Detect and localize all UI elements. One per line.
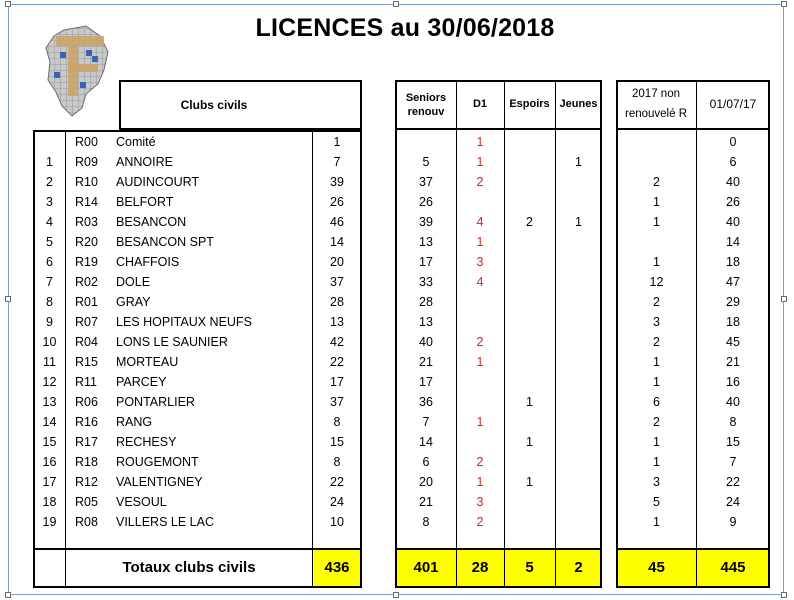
cell-lic: 26 [330, 195, 344, 209]
totals-seniors: 401 [413, 559, 439, 576]
cell-lic: 28 [330, 295, 344, 309]
cell-nonrenouv: 1 [653, 435, 660, 449]
cell-name: VALENTIGNEY [116, 475, 203, 489]
resize-handle-top-center[interactable] [393, 1, 399, 7]
cell-name: BELFORT [116, 195, 174, 209]
cell-seniors: 40 [419, 335, 433, 349]
cell-lic: 39 [330, 175, 344, 189]
cell-espoirs [504, 232, 555, 252]
cell-name: RECHESY [116, 435, 177, 449]
cell-name: Comité [116, 135, 156, 149]
totals-label: Totaux clubs civils [122, 559, 256, 576]
cell-lic: 13 [330, 315, 344, 329]
d1-header: D1 [472, 98, 488, 110]
cell-nonrenouv: 1 [653, 515, 660, 529]
cell-prev: 29 [726, 295, 740, 309]
cell-seniors: 17 [419, 255, 433, 269]
cell-lic: 24 [330, 495, 344, 509]
cell-num: 13 [42, 395, 57, 409]
cell-seniors: 21 [419, 495, 433, 509]
cell-d1: 1 [476, 415, 484, 429]
cell-jeunes: 1 [575, 155, 582, 169]
cell-num: 7 [46, 275, 53, 289]
cell-nonrenouv: 12 [649, 275, 664, 289]
cell-d1: 2 [476, 335, 484, 349]
cell-prev: 21 [726, 355, 740, 369]
cell-seniors: 14 [419, 435, 433, 449]
cell-d1: 2 [476, 515, 484, 529]
cell-code: R01 [75, 295, 98, 309]
cell-jeunes [555, 372, 602, 392]
cell-name: GRAY [116, 295, 151, 309]
cell-num: 16 [42, 455, 57, 469]
cell-espoirs [504, 452, 555, 472]
cell-d1: 1 [476, 475, 484, 489]
cell-name: BESANCON [116, 215, 187, 229]
cell-jeunes [555, 472, 602, 492]
cell-code: R05 [75, 495, 98, 509]
cell-code: R03 [75, 215, 98, 229]
cell-name: MORTEAU [116, 355, 179, 369]
clubs-header: Clubs civils [180, 98, 248, 112]
cell-prev: 40 [726, 215, 740, 229]
cell-name: VILLERS LE LAC [116, 515, 214, 529]
cell-d1 [456, 292, 504, 312]
cell-jeunes: 1 [575, 215, 582, 229]
cell-code: R14 [75, 195, 98, 209]
cell-espoirs [504, 292, 555, 312]
cell-lic: 10 [330, 515, 344, 529]
cell-jeunes [555, 292, 602, 312]
resize-handle-middle-right[interactable] [781, 296, 787, 302]
cell-lic: 37 [330, 275, 344, 289]
cell-num: 2 [46, 175, 53, 189]
cell-prev: 7 [729, 455, 737, 469]
cell-name: AUDINCOURT [116, 175, 200, 189]
non-renouv-header: 2017 non renouvelé R [624, 88, 687, 120]
cell-name: LES HOPITAUX NEUFS [116, 315, 252, 329]
cell-lic: 22 [330, 475, 344, 489]
cell-jeunes [555, 192, 602, 212]
cell-num: 11 [43, 355, 56, 369]
cell-prev: 16 [726, 375, 740, 389]
cell-prev: 6 [729, 155, 737, 169]
cell-prev: 45 [726, 335, 740, 349]
cell-jeunes [555, 492, 602, 512]
date-col-header: 01/07/17 [709, 97, 757, 111]
cell-espoirs: 2 [526, 215, 533, 229]
cell-jeunes [555, 252, 602, 272]
espoirs-header: Espoirs [509, 98, 550, 110]
cell-seniors: 13 [419, 315, 433, 329]
cell-prev: 47 [726, 275, 740, 289]
cell-num: 19 [42, 515, 57, 529]
cell-nonrenouv [617, 152, 696, 172]
cell-num: 4 [46, 215, 53, 229]
cell-lic: 1 [333, 135, 341, 149]
cell-code: R09 [75, 155, 98, 169]
cell-espoirs [504, 512, 555, 532]
cell-jeunes [555, 352, 602, 372]
cell-d1: 1 [476, 235, 484, 249]
seniors-header: Seniors renouv [405, 92, 447, 118]
cell-lic: 17 [330, 375, 344, 389]
cell-prev: 18 [726, 315, 740, 329]
cell-jeunes [555, 332, 602, 352]
cell-nonrenouv: 2 [653, 415, 660, 429]
cell-seniors: 39 [419, 215, 433, 229]
cell-jeunes [555, 452, 602, 472]
cell-name: PARCEY [116, 375, 167, 389]
cell-prev: 8 [729, 415, 737, 429]
cell-espoirs [504, 372, 555, 392]
cell-name: CHAFFOIS [116, 255, 180, 269]
cell-seniors: 7 [422, 415, 430, 429]
cell-nonrenouv: 2 [653, 175, 660, 189]
cell-code: R11 [75, 375, 98, 389]
cell-d1: 3 [476, 255, 484, 269]
cell-lic: 22 [330, 355, 344, 369]
cell-name: BESANCON SPT [116, 235, 214, 249]
cell-nonrenouv: 1 [653, 215, 660, 229]
cell-name: VESOUL [116, 495, 167, 509]
cell-num [34, 132, 65, 152]
cell-espoirs [504, 252, 555, 272]
cell-num: 14 [42, 415, 57, 429]
cell-code: R02 [75, 275, 98, 289]
cell-num: 9 [46, 315, 53, 329]
cell-d1: 2 [476, 175, 484, 189]
cell-code: R07 [75, 315, 98, 329]
cell-name: DOLE [116, 275, 151, 289]
totals-espoirs: 5 [525, 559, 534, 576]
cell-code: R10 [75, 175, 98, 189]
cell-prev: 40 [726, 175, 740, 189]
cell-nonrenouv: 2 [653, 335, 660, 349]
cell-name: ANNOIRE [116, 155, 173, 169]
cell-lic: 7 [333, 155, 341, 169]
cell-lic: 37 [330, 395, 344, 409]
cell-espoirs [504, 332, 555, 352]
totals-jeunes: 2 [574, 559, 583, 576]
cell-code: R19 [75, 255, 98, 269]
cell-nonrenouv: 3 [653, 315, 660, 329]
cell-name: RANG [116, 415, 153, 429]
cell-prev: 26 [726, 195, 740, 209]
region-map-logo-icon [42, 22, 112, 120]
cell-prev: 14 [726, 235, 740, 249]
totals-d1: 28 [471, 559, 489, 576]
resize-handle-bottom-center[interactable] [393, 592, 399, 598]
cell-espoirs [504, 192, 555, 212]
cell-num: 15 [42, 435, 57, 449]
cell-nonrenouv [617, 232, 696, 252]
cell-prev: 18 [726, 255, 740, 269]
cell-num: 5 [46, 235, 53, 249]
cell-jeunes [555, 392, 602, 412]
cell-lic: 15 [330, 435, 344, 449]
cell-seniors: 6 [422, 455, 430, 469]
cell-seniors: 37 [419, 175, 433, 189]
resize-handle-top-right[interactable] [781, 1, 787, 7]
cell-espoirs [504, 492, 555, 512]
cell-d1: 1 [476, 155, 484, 169]
cell-code: R18 [75, 455, 98, 469]
cell-code: R00 [75, 135, 98, 149]
cell-num: 8 [46, 295, 53, 309]
cell-lic: 8 [333, 415, 341, 429]
cell-code: R06 [75, 395, 98, 409]
cell-d1 [456, 312, 504, 332]
cell-espoirs: 1 [526, 395, 533, 409]
cell-nonrenouv: 1 [653, 375, 660, 389]
cell-nonrenouv [617, 132, 696, 152]
cell-seniors: 13 [419, 235, 433, 249]
cell-name: ROUGEMONT [116, 455, 199, 469]
cell-espoirs [504, 412, 555, 432]
cell-d1 [456, 192, 504, 212]
cell-espoirs [504, 312, 555, 332]
cell-seniors: 17 [419, 375, 433, 389]
cell-prev: 9 [729, 515, 737, 529]
resize-handle-middle-left[interactable] [5, 296, 11, 302]
cell-jeunes [555, 132, 602, 152]
cell-num: 18 [42, 495, 57, 509]
cell-code: R20 [75, 235, 98, 249]
cell-seniors: 8 [422, 515, 430, 529]
cell-lic: 20 [330, 255, 344, 269]
cell-d1 [456, 372, 504, 392]
cell-espoirs [504, 152, 555, 172]
totals-non-renouv: 45 [648, 559, 665, 576]
cell-seniors: 36 [419, 395, 433, 409]
cell-nonrenouv: 1 [653, 255, 660, 269]
totals-prev: 445 [720, 559, 746, 576]
cell-d1 [456, 432, 504, 452]
cell-nonrenouv: 1 [653, 195, 660, 209]
cell-lic: 46 [330, 215, 344, 229]
cell-num: 1 [46, 155, 53, 169]
cell-espoirs [504, 272, 555, 292]
cell-nonrenouv: 6 [653, 395, 660, 409]
cell-nonrenouv: 2 [653, 295, 660, 309]
cell-num: 12 [42, 375, 57, 389]
cell-prev: 15 [726, 435, 740, 449]
cell-code: R15 [75, 355, 98, 369]
cell-code: R17 [75, 435, 98, 449]
cell-code: R12 [75, 475, 98, 489]
cell-espoirs: 1 [526, 475, 533, 489]
cell-num: 6 [46, 255, 53, 269]
cell-d1: 4 [476, 215, 484, 229]
cell-code: R04 [75, 335, 98, 349]
cell-name: LONS LE SAUNIER [116, 335, 228, 349]
cell-seniors [396, 132, 456, 152]
cell-num: 3 [46, 195, 53, 209]
cell-name: PONTARLIER [116, 395, 195, 409]
cell-jeunes [555, 272, 602, 292]
cell-prev: 22 [726, 475, 740, 489]
cell-jeunes [555, 432, 602, 452]
cell-d1: 2 [476, 455, 484, 469]
cell-jeunes [555, 172, 602, 192]
cell-lic: 14 [330, 235, 344, 249]
cell-lic: 42 [330, 335, 344, 349]
cell-d1: 3 [476, 495, 484, 509]
cell-seniors: 33 [419, 275, 433, 289]
cell-nonrenouv: 5 [653, 495, 660, 509]
cell-seniors: 26 [419, 195, 433, 209]
resize-handle-top-left[interactable] [5, 1, 11, 7]
cell-d1: 1 [476, 135, 484, 149]
cell-d1: 1 [476, 355, 484, 369]
cell-num: 10 [42, 335, 57, 349]
cell-seniors: 21 [419, 355, 433, 369]
jeunes-header: Jeunes [559, 98, 598, 110]
cell-prev: 24 [726, 495, 740, 509]
cell-jeunes [555, 512, 602, 532]
cell-seniors: 5 [422, 155, 430, 169]
cell-lic: 8 [333, 455, 341, 469]
cell-nonrenouv: 1 [653, 355, 660, 369]
cell-prev: 40 [726, 395, 740, 409]
cell-d1: 4 [476, 275, 484, 289]
cell-code: R08 [75, 515, 98, 529]
cell-nonrenouv: 1 [653, 455, 660, 469]
totals-licences: 436 [324, 559, 350, 576]
cell-espoirs [504, 352, 555, 372]
cell-seniors: 20 [419, 475, 433, 489]
cell-num: 17 [42, 475, 57, 489]
cell-d1 [456, 392, 504, 412]
cell-espoirs: 1 [526, 435, 533, 449]
cell-jeunes [555, 412, 602, 432]
resize-handle-bottom-left[interactable] [5, 592, 11, 598]
cell-seniors: 28 [419, 295, 433, 309]
page-title: LICENCES au 30/06/2018 [255, 14, 555, 42]
cell-espoirs [504, 132, 555, 152]
cell-jeunes [555, 232, 602, 252]
cell-jeunes [555, 312, 602, 332]
cell-nonrenouv: 3 [653, 475, 660, 489]
cell-espoirs [504, 172, 555, 192]
resize-handle-bottom-right[interactable] [781, 592, 787, 598]
cell-prev: 0 [729, 135, 737, 149]
cell-code: R16 [75, 415, 98, 429]
